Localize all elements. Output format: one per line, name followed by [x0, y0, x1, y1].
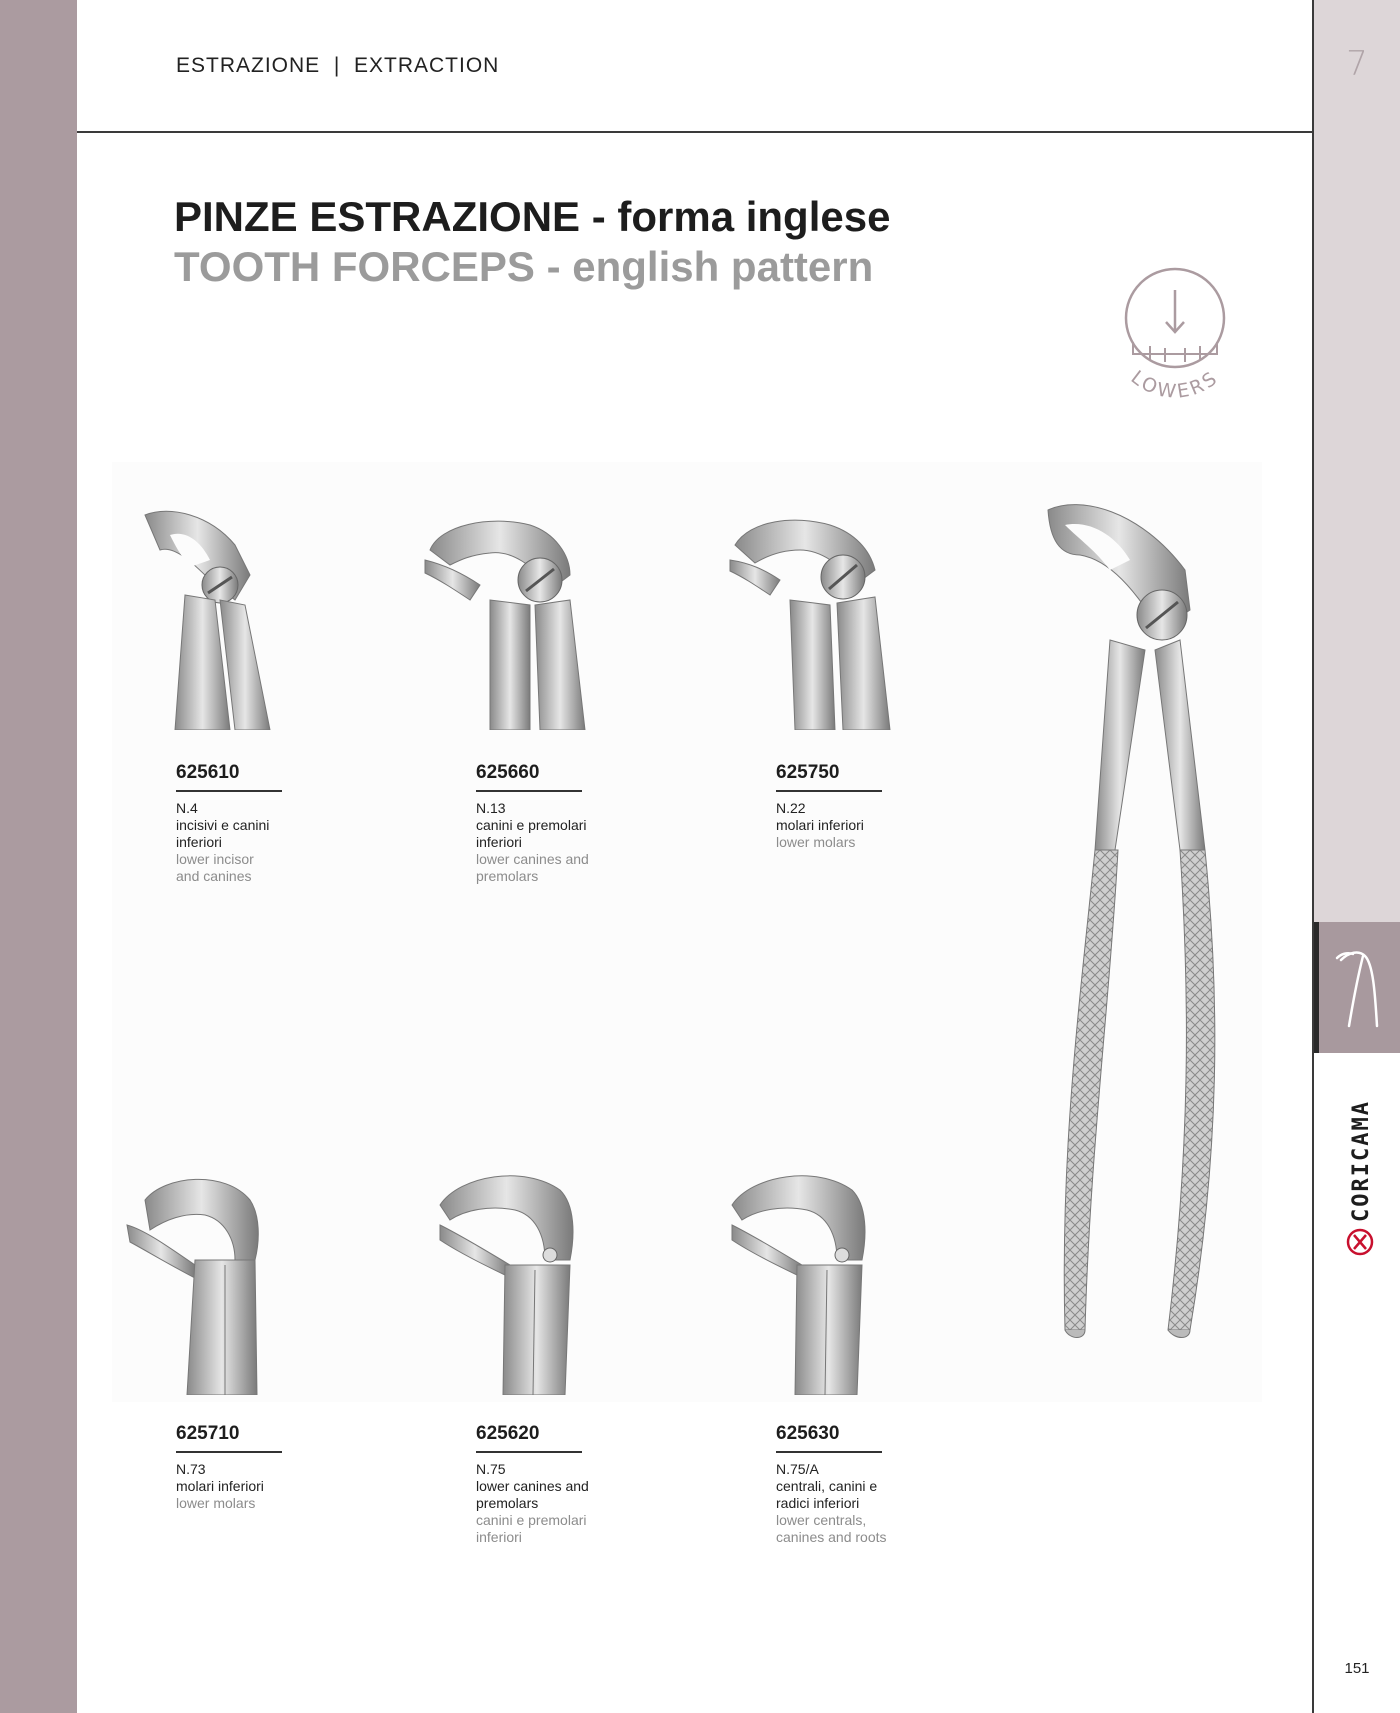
product-desc-english: lower centrals, canines and roots	[776, 1512, 887, 1545]
product-desc-italian: canini e premolari inferiori	[476, 817, 587, 850]
product-desc-italian: lower canines and premolars	[476, 1478, 589, 1511]
brand-name: CORICAMA	[1349, 1100, 1374, 1222]
forceps-image-625630	[727, 1165, 877, 1395]
right-sidebar-top	[1314, 0, 1400, 922]
product-code: 625630	[776, 1423, 882, 1453]
product-card	[176, 762, 436, 885]
lowers-label: LOWERS	[1126, 366, 1224, 402]
arrow-down-tooth-icon	[1105, 262, 1245, 402]
chapter-tab[interactable]	[1314, 922, 1400, 1053]
brand-logo-vertical	[1314, 1060, 1400, 1260]
left-color-band	[0, 0, 77, 1713]
forceps-image-625750	[725, 505, 895, 730]
product-desc-italian: molari inferiori	[176, 1478, 264, 1494]
product-code: 625620	[476, 1423, 582, 1453]
product-code: 625750	[776, 762, 882, 792]
product-card	[476, 1423, 736, 1546]
page-title-italian: PINZE ESTRAZIONE - forma inglese	[174, 193, 891, 240]
product-desc-english: canini e premolari inferiori	[476, 1512, 587, 1545]
product-number: N.75	[476, 1461, 506, 1477]
forceps-full-image	[1040, 500, 1250, 1340]
page-title-english: TOOTH FORCEPS - english pattern	[174, 243, 874, 290]
forceps-tab-icon	[1319, 922, 1399, 1053]
product-code: 625610	[176, 762, 282, 792]
product-desc-english: lower incisor and canines	[176, 851, 254, 884]
product-card	[776, 1423, 1036, 1546]
forceps-image-625610	[140, 505, 280, 730]
product-desc-english: lower molars	[776, 834, 856, 850]
chapter-number: 7	[1346, 44, 1368, 84]
product-number: N.13	[476, 800, 506, 816]
header-divider	[77, 131, 1312, 133]
product-card	[476, 762, 736, 885]
product-number: N.75/A	[776, 1461, 819, 1477]
product-desc-italian: centrali, canini e radici inferiori	[776, 1478, 878, 1511]
product-code: 625660	[476, 762, 582, 792]
page-number: 151	[1344, 1660, 1370, 1677]
product-desc-english: lower molars	[176, 1495, 256, 1511]
product-card	[176, 1423, 436, 1512]
svg-text:LOWERS	[1127, 366, 1223, 402]
product-code: 625710	[176, 1423, 282, 1453]
product-desc-italian: molari inferiori	[776, 817, 864, 833]
right-sidebar	[1312, 0, 1400, 1713]
product-number: N.22	[776, 800, 806, 816]
forceps-image-625620	[435, 1165, 585, 1395]
section-header: ESTRAZIONE | EXTRACTION	[176, 54, 500, 77]
forceps-image-625660	[420, 505, 590, 730]
forceps-image-625710	[125, 1170, 275, 1395]
product-card	[776, 762, 1036, 851]
product-desc-italian: incisivi e canini inferiori	[176, 817, 270, 850]
lowers-badge	[1105, 262, 1245, 402]
product-number: N.4	[176, 800, 198, 816]
product-number: N.73	[176, 1461, 206, 1477]
product-desc-english: lower canines and premolars	[476, 851, 589, 884]
